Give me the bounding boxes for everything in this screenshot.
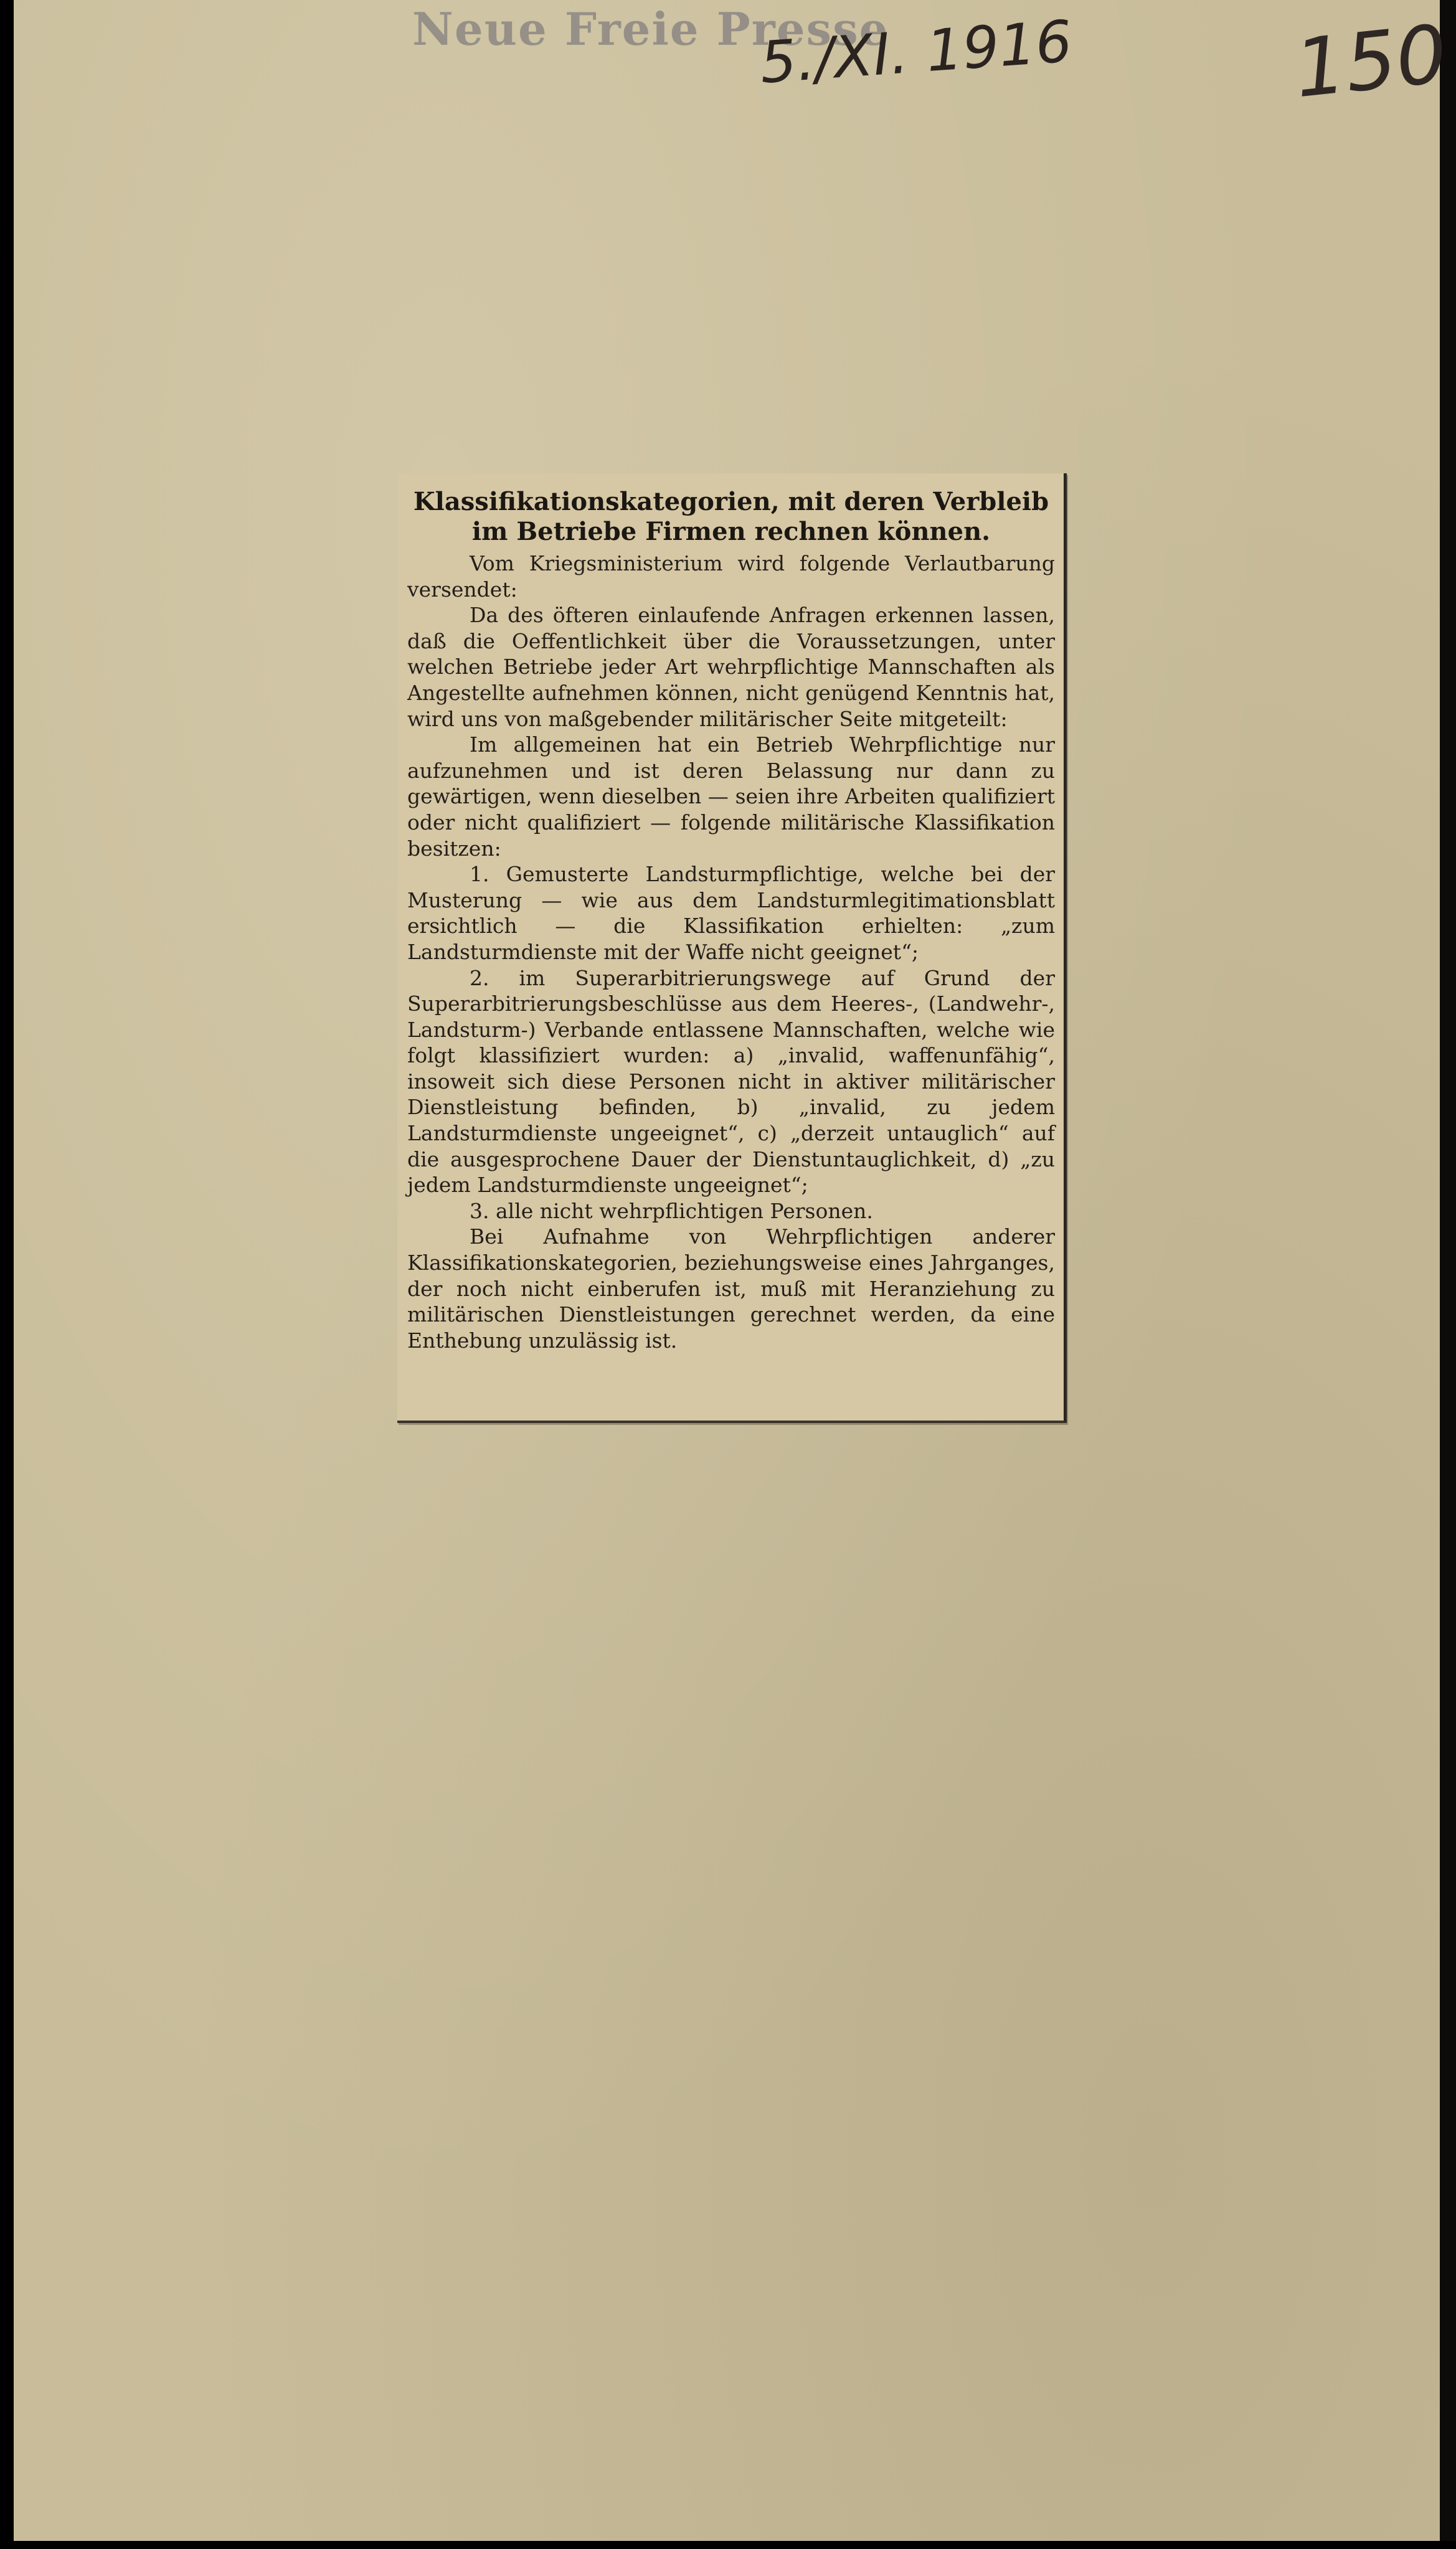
paragraph-general-rule: Im allgemeinen hat ein Betrieb Wehrpflichtige nur aufzunehmen und ist deren Belassung nur dann zu gewärtigen, wenn dieselben — seien ihre Arbeiten qualifiziert oder nicht qualifiziert — folgende militärische Klassifikation besitzen: [407, 732, 1055, 861]
paragraph-closing: Bei Aufnahme von Wehrpflichtigen anderer Klassifikationskategorien, beziehungsweise eines Jahrganges, der noch nicht einberufen ist, muß mit Heranziehung zu militärischen Dienstleistungen gerechnet werden, da eine Enthebung unzulässig ist. [407, 1224, 1055, 1353]
handwritten-page-number: 150 [1290, 7, 1452, 116]
newspaper-stamp: Neue Freie Presse [412, 2, 889, 55]
clipping-body [407, 551, 1055, 1353]
archival-sheet [14, 0, 1452, 2541]
scan-edge-bottom [0, 2541, 1456, 2549]
clipping-headline: Klassifikationskategorien, mit deren Verbleib im Betriebe Firmen rechnen können. [413, 487, 1049, 546]
list-item-2: 2. im Superarbitrierungswege auf Grund der Superarbitrierungsbeschlüsse aus dem Heeres-, (Landwehr-, Landsturm-) Verbande entlassene Mannschaften, welche wie folgt klassifiziert wurden: a) „invalid, waffenunfähig“, insoweit sich diese Personen nicht in aktiver militärischer Dienstleistung befinden, b) „invalid, zu jedem Landsturmdienste ungeeignet“, c) „derzeit untauglich“ auf die ausgesprochene Dauer der Dienstuntauglichkeit, d) „zu jedem Landsturmdienste ungeeignet“; [407, 965, 1055, 1198]
paragraph-intro: Vom Kriegsministerium wird folgende Verlautbarung versendet: [407, 551, 1055, 602]
list-item-1: 1. Gemusterte Landsturmpflichtige, welche bei der Musterung — wie aus dem Landsturmlegitimationsblatt ersichtlich — die Klassifikation erhielten: „zum Landsturmdienste mit der Waffe nicht geeignet“; [407, 862, 1055, 964]
handwritten-date: 5./XI. 1916 [758, 8, 1074, 97]
newspaper-clipping [397, 473, 1067, 1423]
list-item-3: 3. alle nicht wehrpflichtigen Personen. [470, 1198, 873, 1223]
scan-edge-left [0, 0, 14, 2549]
paragraph-context: Da des öfteren einlaufende Anfragen erkennen lassen, daß die Oeffentlichkeit über die Voraussetzungen, unter welchen Betriebe jeder Art wehrpflichtige Mannschaften als Angestellte aufnehmen können, nicht genügend Kenntnis hat, wird uns von maßgebender militärischer Seite mitgeteilt: [407, 603, 1055, 731]
